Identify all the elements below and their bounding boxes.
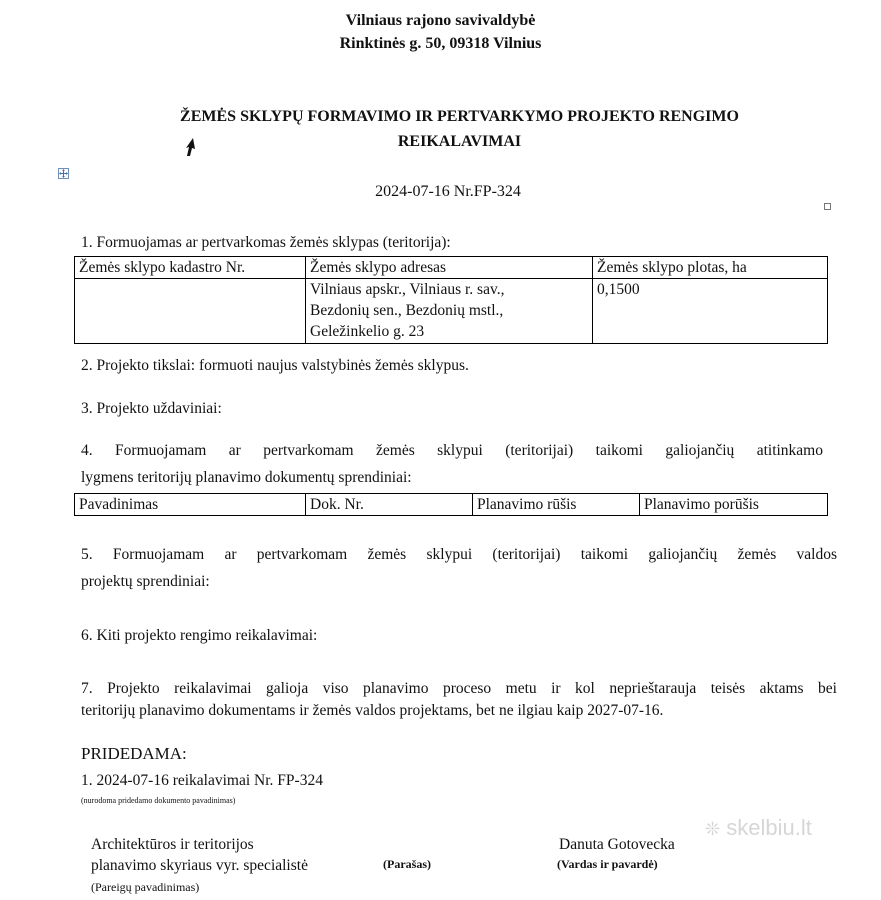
column-header-address: Žemės sklypo adresas <box>306 257 593 279</box>
section-5-line2: projektų sprendiniai: <box>81 573 210 590</box>
cell-cadastre <box>75 279 306 344</box>
column-header-doc-number: Dok. Nr. <box>306 494 473 516</box>
document-title-line2: REIKALAVIMAI <box>397 133 522 150</box>
section-5-line1: 5. Formuojamam ar pertvarkomam žemės sklypui (teritorijai) taikomi galiojančių žemės valdos <box>81 546 837 563</box>
column-header-area: Žemės sklypo plotas, ha <box>593 257 828 279</box>
signatory-name-caption: (Vardas ir pavardė) <box>557 857 658 871</box>
section-6: 6. Kiti projekto rengimo reikalavimai: <box>81 627 318 644</box>
table-row <box>75 279 828 344</box>
section-3: 3. Projekto uždaviniai: <box>81 400 222 417</box>
attachment-hint: (nurodoma pridedamo dokumento pavadinimas) <box>81 796 236 805</box>
attachment-item: 1. 2024-07-16 reikalavimai Nr. FP-324 <box>81 772 323 789</box>
section-1-heading: 1. Formuojamas ar pertvarkomas žemės sklypas (teritorija): <box>81 234 451 251</box>
cell-area: 0,1500 <box>593 279 828 344</box>
attachments-heading: PRIDEDAMA: <box>81 744 187 763</box>
table-move-handle-icon[interactable] <box>58 168 69 179</box>
cell-address <box>306 279 593 344</box>
section-4-line1: 4. Formuojamam ar pertvarkomam žemės sklypui (teritorijai) taikomi galiojančių atitinkamo <box>81 442 823 459</box>
document-date-number: 2024-07-16 Nr.FP-324 <box>375 183 521 200</box>
watermark-text: skelbiu.lt <box>726 815 812 840</box>
signatory-position-line2: planavimo skyriaus vyr. specialistė <box>91 857 308 874</box>
table-header-row <box>75 257 828 279</box>
org-name: Vilniaus rajono savivaldybė <box>345 12 536 29</box>
address-line: Bezdonių sen., Bezdonių mstl., <box>310 302 504 319</box>
signature-caption: (Parašas) <box>383 857 431 871</box>
section-7-line2: teritorijų planavimo dokumentams ir žemės valdos projektams, bet ne ilgiau kaip 2027-07-16. <box>81 702 664 719</box>
address-line: Geležinkelio g. 23 <box>310 323 425 340</box>
table-resize-handle-icon[interactable] <box>824 203 831 210</box>
planning-documents-table <box>74 493 828 516</box>
signatory-name: Danuta Gotovecka <box>559 836 675 853</box>
address-line: Vilniaus apskr., Vilniaus r. sav., <box>310 281 505 298</box>
column-header-planning-type: Planavimo rūšis <box>473 494 640 516</box>
column-header-cadastre: Žemės sklypo kadastro Nr. <box>75 257 306 279</box>
section-7-line1: 7. Projekto reikalavimai galioja viso planavimo proceso metu ir kol neprieštarauja teisės aktams bei <box>81 680 837 697</box>
org-address: Rinktinės g. 50, 09318 Vilnius <box>339 35 542 52</box>
section-2: 2. Projekto tikslai: formuoti naujus valstybinės žemės sklypus. <box>81 357 469 374</box>
column-header-planning-subtype: Planavimo porūšis <box>640 494 828 516</box>
parcel-table <box>74 256 828 344</box>
signatory-position-line1: Architektūros ir teritorijos <box>91 836 254 853</box>
table-header-row <box>75 494 828 516</box>
column-header-name: Pavadinimas <box>75 494 306 516</box>
watermark-logo-icon: ❊ <box>705 819 721 839</box>
signatory-position-caption: (Pareigų pavadinimas) <box>91 880 200 894</box>
section-4-line2: lygmens teritorijų planavimo dokumentų sprendiniai: <box>81 469 412 486</box>
mouse-pointer-icon <box>185 137 199 162</box>
watermark <box>705 815 812 841</box>
document-title-line1: ŽEMĖS SKLYPŲ FORMAVIMO IR PERTVARKYMO PROJEKTO RENGIMO <box>180 108 739 125</box>
